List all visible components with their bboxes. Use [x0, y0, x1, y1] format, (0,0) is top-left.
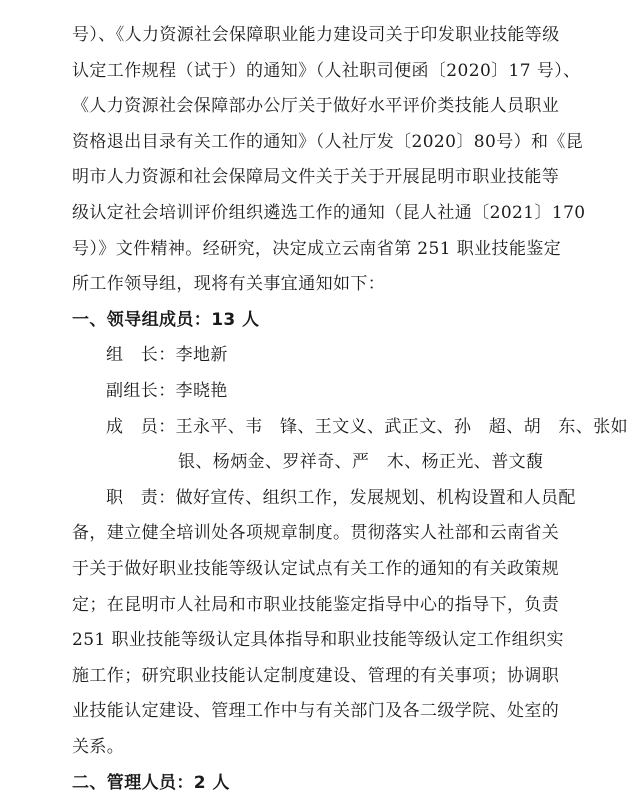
- duty-line: 施工作；研究职业技能认定制度建设、管理的有关事项；协调职: [72, 666, 560, 686]
- deputy-line: 副组长：李晓艳: [106, 381, 228, 401]
- body-line: 明市人力资源和社会保障局文件关于关于开展昆明市职业技能等: [72, 167, 560, 187]
- body-line: 号）、《人力资源社会保障职业能力建设司关于印发职业技能等级: [72, 25, 560, 45]
- body-line: 所工作领导组，现将有关事宜通知如下：: [72, 274, 386, 294]
- body-line: 资格退出目录有关工作的通知》（人社厅发〔2020〕80号）和《昆: [72, 132, 584, 152]
- body-line: 《人力资源社会保障部办公厅关于做好水平评价类技能人员职业: [72, 96, 560, 116]
- body-line: 级认定社会培训评价组织遴选工作的通知（昆人社通〔2021〕170: [72, 203, 586, 223]
- duty-line: 职 责：做好宣传、组织工作，发展规划、机构设置和人员配: [106, 488, 576, 508]
- duty-line: 备，建立健全培训处各项规章制度。贯彻落实人社部和云南省关: [72, 523, 560, 543]
- body-line: 认定工作规程（试于）的通知》（人社职司便函〔2020〕17 号）、: [72, 61, 581, 81]
- section-heading-leadership: 一、领导组成员：13 人: [72, 310, 260, 330]
- duty-line: 定；在昆明市人社局和市职业技能鉴定指导中心的指导下，负责: [72, 595, 560, 615]
- members-line-continued: 银、杨炳金、罗祥奇、严 木、杨正光、普文馥: [178, 452, 544, 472]
- duty-line: 关系。: [72, 737, 125, 757]
- section-heading-management: 二、管理人员：2 人: [72, 773, 230, 793]
- duty-line: 于关于做好职业技能等级认定试点有关工作的通知的有关政策规: [72, 559, 560, 579]
- members-line: 成 员：王永平、韦 锋、王文义、武正文、孙 超、胡 东、张如: [106, 417, 628, 437]
- duty-line: 251 职业技能等级认定具体指导和职业技能等级认定工作组织实: [72, 630, 564, 650]
- body-line: 号）》文件精神。经研究，决定成立云南省第 251 职业技能鉴定: [72, 239, 562, 259]
- duty-line: 业技能认定建设、管理工作中与有关部门及各二级学院、处室的: [72, 701, 560, 721]
- leader-line: 组 长：李地新: [106, 345, 228, 365]
